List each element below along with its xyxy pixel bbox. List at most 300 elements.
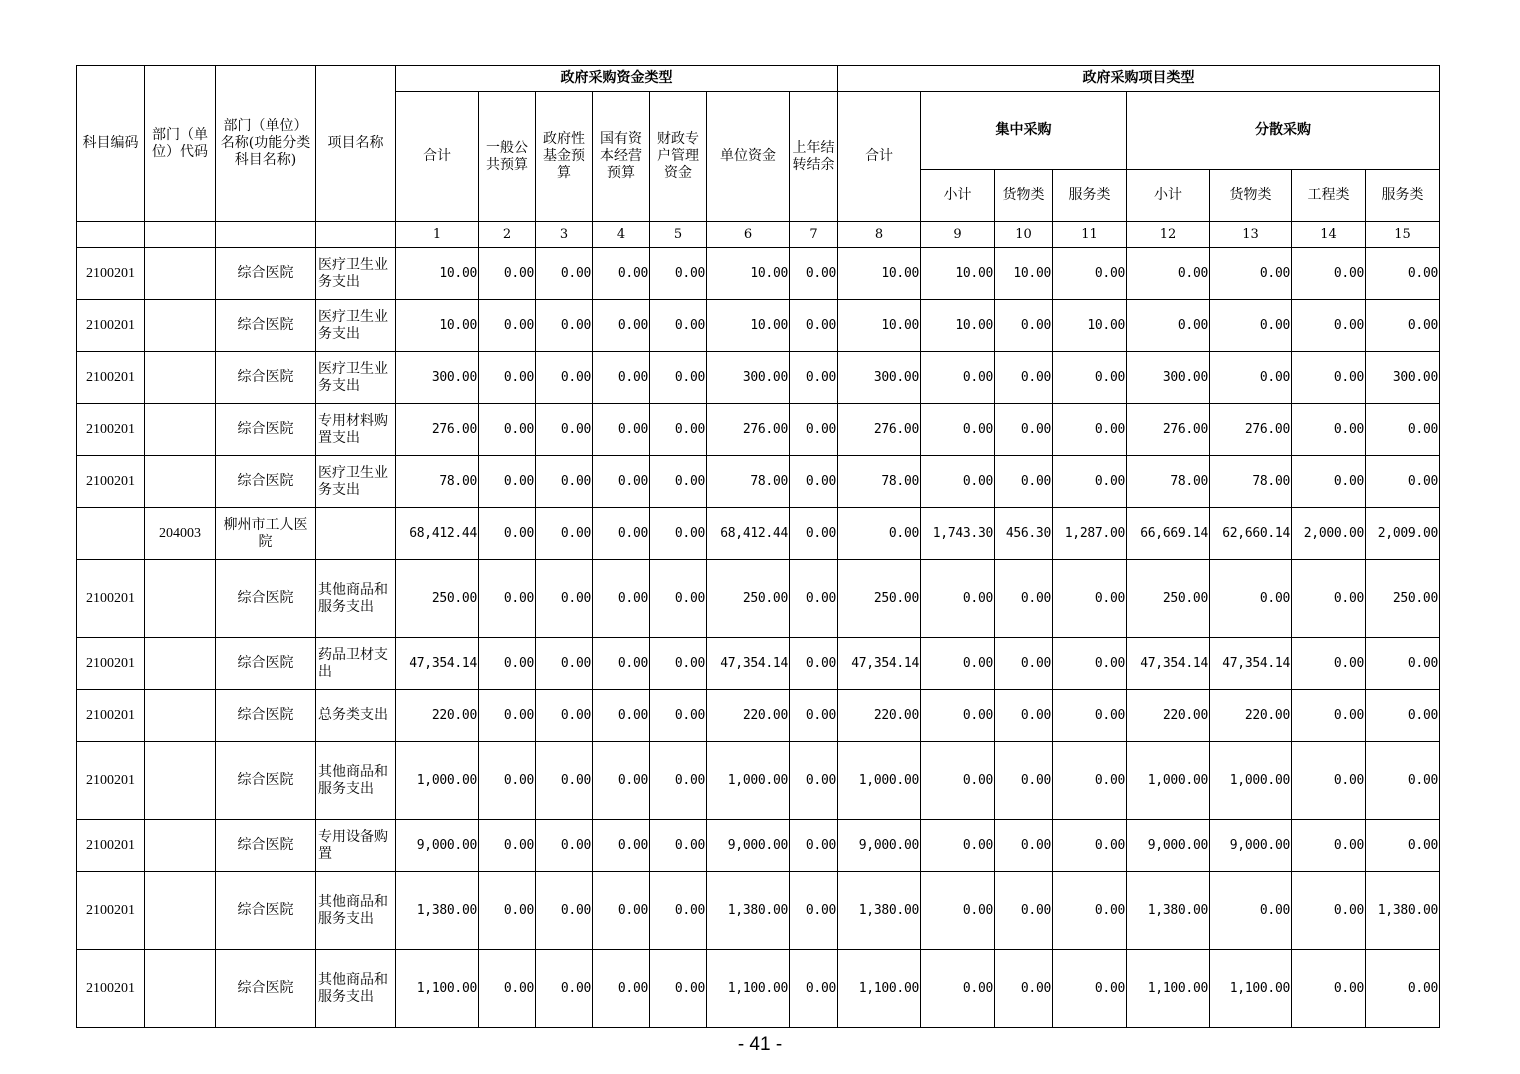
value-cell: 0.00 xyxy=(536,820,593,872)
value-cell: 0.00 xyxy=(790,404,838,456)
value-cell: 0.00 xyxy=(790,508,838,560)
value-cell: 276.00 xyxy=(1127,404,1210,456)
value-cell: 250.00 xyxy=(707,560,790,638)
value-cell: 78.00 xyxy=(1127,456,1210,508)
subject-code-cell: 2100201 xyxy=(77,742,145,820)
value-cell: 0.00 xyxy=(650,872,707,950)
value-cell: 0.00 xyxy=(593,638,650,690)
value-cell: 0.00 xyxy=(1053,560,1127,638)
value-cell: 456.30 xyxy=(995,508,1053,560)
subject-code-cell: 2100201 xyxy=(77,300,145,352)
value-cell: 1,743.30 xyxy=(921,508,995,560)
value-cell: 10.00 xyxy=(1053,300,1127,352)
table-row xyxy=(77,742,1440,820)
value-cell: 0.00 xyxy=(536,248,593,300)
value-cell: 0.00 xyxy=(921,950,995,1028)
value-cell: 47,354.14 xyxy=(1127,638,1210,690)
value-cell: 0.00 xyxy=(1366,456,1440,508)
value-cell: 10.00 xyxy=(707,300,790,352)
col-dept-code: 部门（单位）代码 xyxy=(145,66,216,222)
value-cell: 0.00 xyxy=(790,820,838,872)
value-cell: 0.00 xyxy=(650,690,707,742)
col-gov-fund-budget: 政府性基金预算 xyxy=(536,92,593,222)
value-cell: 0.00 xyxy=(921,872,995,950)
value-cell: 0.00 xyxy=(790,300,838,352)
column-index: 4 xyxy=(593,222,650,248)
value-cell: 0.00 xyxy=(921,456,995,508)
value-cell: 0.00 xyxy=(650,456,707,508)
table-row xyxy=(77,352,1440,404)
col-state-capital-budget: 国有资本经营预算 xyxy=(593,92,650,222)
table-row xyxy=(77,950,1440,1028)
value-cell: 0.00 xyxy=(479,950,536,1028)
value-cell: 0.00 xyxy=(1053,690,1127,742)
value-cell: 0.00 xyxy=(1292,248,1366,300)
value-cell: 10.00 xyxy=(921,300,995,352)
value-cell: 47,354.14 xyxy=(396,638,479,690)
subject-code-cell: 2100201 xyxy=(77,248,145,300)
value-cell: 220.00 xyxy=(396,690,479,742)
value-cell: 1,380.00 xyxy=(838,872,921,950)
value-cell: 0.00 xyxy=(995,352,1053,404)
value-cell: 0.00 xyxy=(1127,248,1210,300)
project-name-cell: 医疗卫生业务支出 xyxy=(316,352,396,404)
value-cell: 0.00 xyxy=(1366,404,1440,456)
value-cell: 0.00 xyxy=(995,404,1053,456)
col-dispersed-subtotal: 小计 xyxy=(1127,170,1210,222)
column-index: 6 xyxy=(707,222,790,248)
value-cell: 0.00 xyxy=(479,508,536,560)
value-cell: 1,100.00 xyxy=(1210,950,1292,1028)
column-index: 14 xyxy=(1292,222,1366,248)
column-index: 8 xyxy=(838,222,921,248)
subject-code-cell: 2100201 xyxy=(77,872,145,950)
dept-code-cell xyxy=(145,560,216,638)
value-cell: 0.00 xyxy=(1053,872,1127,950)
value-cell: 0.00 xyxy=(593,560,650,638)
col-central-subtotal: 小计 xyxy=(921,170,995,222)
dept-code-cell xyxy=(145,638,216,690)
dept-name-cell: 综合医院 xyxy=(216,872,316,950)
value-cell: 0.00 xyxy=(479,872,536,950)
value-cell: 300.00 xyxy=(1127,352,1210,404)
col-unit-fund: 单位资金 xyxy=(707,92,790,222)
table-row xyxy=(77,690,1440,742)
value-cell: 300.00 xyxy=(707,352,790,404)
subject-code-cell: 2100201 xyxy=(77,638,145,690)
value-cell: 1,380.00 xyxy=(707,872,790,950)
value-cell: 220.00 xyxy=(1127,690,1210,742)
value-cell: 9,000.00 xyxy=(396,820,479,872)
value-cell: 0.00 xyxy=(790,950,838,1028)
value-cell: 0.00 xyxy=(790,352,838,404)
column-index: 15 xyxy=(1366,222,1440,248)
value-cell: 0.00 xyxy=(536,508,593,560)
column-index: 11 xyxy=(1053,222,1127,248)
dept-name-cell: 综合医院 xyxy=(216,950,316,1028)
value-cell: 9,000.00 xyxy=(838,820,921,872)
value-cell: 0.00 xyxy=(995,742,1053,820)
value-cell: 0.00 xyxy=(1210,872,1292,950)
project-name-cell: 其他商品和服务支出 xyxy=(316,950,396,1028)
dept-code-cell xyxy=(145,456,216,508)
table-body xyxy=(77,248,1440,1028)
project-name-cell: 其他商品和服务支出 xyxy=(316,742,396,820)
value-cell: 0.00 xyxy=(790,560,838,638)
value-cell: 0.00 xyxy=(1053,248,1127,300)
value-cell: 0.00 xyxy=(650,742,707,820)
value-cell: 1,100.00 xyxy=(707,950,790,1028)
value-cell: 1,000.00 xyxy=(707,742,790,820)
value-cell: 0.00 xyxy=(650,404,707,456)
col-subject-code: 科目编码 xyxy=(77,66,145,222)
value-cell: 300.00 xyxy=(1366,352,1440,404)
value-cell: 78.00 xyxy=(838,456,921,508)
column-index: 2 xyxy=(479,222,536,248)
project-name-cell: 医疗卫生业务支出 xyxy=(316,300,396,352)
col-dept-name: 部门（单位）名称(功能分类科目名称) xyxy=(216,66,316,222)
value-cell: 0.00 xyxy=(536,872,593,950)
value-cell: 10.00 xyxy=(396,300,479,352)
dept-code-cell xyxy=(145,690,216,742)
value-cell: 10.00 xyxy=(396,248,479,300)
value-cell: 9,000.00 xyxy=(1210,820,1292,872)
dept-code-cell xyxy=(145,404,216,456)
value-cell: 0.00 xyxy=(536,300,593,352)
value-cell: 276.00 xyxy=(707,404,790,456)
value-cell: 0.00 xyxy=(1366,300,1440,352)
value-cell: 0.00 xyxy=(1366,820,1440,872)
dept-code-cell xyxy=(145,352,216,404)
subject-code-cell: 2100201 xyxy=(77,820,145,872)
project-name-cell xyxy=(316,508,396,560)
value-cell: 0.00 xyxy=(536,456,593,508)
value-cell: 0.00 xyxy=(1366,690,1440,742)
project-name-cell: 医疗卫生业务支出 xyxy=(316,248,396,300)
value-cell: 10.00 xyxy=(921,248,995,300)
table-row xyxy=(77,872,1440,950)
value-cell: 0.00 xyxy=(921,820,995,872)
value-cell: 0.00 xyxy=(1210,352,1292,404)
value-cell: 1,380.00 xyxy=(1127,872,1210,950)
value-cell: 220.00 xyxy=(707,690,790,742)
value-cell: 0.00 xyxy=(536,638,593,690)
value-cell: 276.00 xyxy=(396,404,479,456)
value-cell: 0.00 xyxy=(1292,820,1366,872)
value-cell: 0.00 xyxy=(536,742,593,820)
project-name-cell: 医疗卫生业务支出 xyxy=(316,456,396,508)
col-central-goods: 货物类 xyxy=(995,170,1053,222)
value-cell: 0.00 xyxy=(790,638,838,690)
value-cell: 0.00 xyxy=(536,690,593,742)
subject-code-cell xyxy=(77,508,145,560)
value-cell: 0.00 xyxy=(921,742,995,820)
col-prior-year-balance: 上年结转结余 xyxy=(790,92,838,222)
dept-code-cell: 204003 xyxy=(145,508,216,560)
value-cell: 10.00 xyxy=(995,248,1053,300)
dept-name-cell: 综合医院 xyxy=(216,248,316,300)
value-cell: 0.00 xyxy=(479,404,536,456)
value-cell: 0.00 xyxy=(1053,950,1127,1028)
value-cell: 0.00 xyxy=(479,352,536,404)
col-fund-total: 合计 xyxy=(396,92,479,222)
value-cell: 0.00 xyxy=(790,456,838,508)
value-cell: 0.00 xyxy=(593,690,650,742)
dept-name-cell: 综合医院 xyxy=(216,742,316,820)
value-cell: 0.00 xyxy=(995,456,1053,508)
value-cell: 0.00 xyxy=(593,352,650,404)
table-row xyxy=(77,638,1440,690)
value-cell: 0.00 xyxy=(790,690,838,742)
value-cell: 220.00 xyxy=(838,690,921,742)
table-row xyxy=(77,820,1440,872)
group-project-type: 政府采购项目类型 xyxy=(838,66,1440,92)
value-cell: 0.00 xyxy=(593,300,650,352)
project-name-cell: 其他商品和服务支出 xyxy=(316,560,396,638)
value-cell: 0.00 xyxy=(593,820,650,872)
value-cell: 1,380.00 xyxy=(396,872,479,950)
value-cell: 0.00 xyxy=(1292,690,1366,742)
value-cell: 300.00 xyxy=(396,352,479,404)
value-cell: 0.00 xyxy=(838,508,921,560)
dept-name-cell: 综合医院 xyxy=(216,456,316,508)
value-cell: 0.00 xyxy=(593,950,650,1028)
value-cell: 0.00 xyxy=(790,742,838,820)
col-dispersed-goods: 货物类 xyxy=(1210,170,1292,222)
value-cell: 0.00 xyxy=(921,638,995,690)
value-cell: 0.00 xyxy=(995,820,1053,872)
value-cell: 250.00 xyxy=(396,560,479,638)
value-cell: 78.00 xyxy=(1210,456,1292,508)
value-cell: 47,354.14 xyxy=(707,638,790,690)
dept-code-cell xyxy=(145,950,216,1028)
project-name-cell: 专用设备购置 xyxy=(316,820,396,872)
value-cell: 0.00 xyxy=(1292,456,1366,508)
value-cell: 0.00 xyxy=(650,352,707,404)
value-cell: 0.00 xyxy=(650,950,707,1028)
value-cell: 0.00 xyxy=(479,638,536,690)
value-cell: 0.00 xyxy=(650,508,707,560)
value-cell: 0.00 xyxy=(479,742,536,820)
subject-code-cell: 2100201 xyxy=(77,404,145,456)
value-cell: 2,000.00 xyxy=(1292,508,1366,560)
project-name-cell: 其他商品和服务支出 xyxy=(316,872,396,950)
value-cell: 0.00 xyxy=(1053,456,1127,508)
value-cell: 0.00 xyxy=(1292,742,1366,820)
table-row xyxy=(77,248,1440,300)
column-index: 1 xyxy=(396,222,479,248)
subject-code-cell: 2100201 xyxy=(77,352,145,404)
value-cell: 1,100.00 xyxy=(1127,950,1210,1028)
value-cell: 0.00 xyxy=(1053,352,1127,404)
value-cell: 250.00 xyxy=(1366,560,1440,638)
column-index: 3 xyxy=(536,222,593,248)
value-cell: 250.00 xyxy=(838,560,921,638)
dept-code-cell xyxy=(145,872,216,950)
col-general-budget: 一般公共预算 xyxy=(479,92,536,222)
value-cell: 10.00 xyxy=(707,248,790,300)
value-cell: 250.00 xyxy=(1127,560,1210,638)
value-cell: 0.00 xyxy=(479,248,536,300)
index-row xyxy=(77,222,1440,248)
value-cell: 0.00 xyxy=(479,690,536,742)
value-cell: 0.00 xyxy=(479,300,536,352)
value-cell: 0.00 xyxy=(790,248,838,300)
dept-code-cell xyxy=(145,820,216,872)
value-cell: 0.00 xyxy=(650,820,707,872)
value-cell: 0.00 xyxy=(593,742,650,820)
value-cell: 0.00 xyxy=(536,404,593,456)
subject-code-cell: 2100201 xyxy=(77,950,145,1028)
col-project-name: 项目名称 xyxy=(316,66,396,222)
value-cell: 68,412.44 xyxy=(396,508,479,560)
project-name-cell: 专用材料购置支出 xyxy=(316,404,396,456)
column-index: 5 xyxy=(650,222,707,248)
value-cell: 0.00 xyxy=(921,404,995,456)
subject-code-cell: 2100201 xyxy=(77,560,145,638)
value-cell: 0.00 xyxy=(921,690,995,742)
value-cell: 0.00 xyxy=(1210,248,1292,300)
value-cell: 10.00 xyxy=(838,300,921,352)
value-cell: 0.00 xyxy=(1292,300,1366,352)
value-cell: 10.00 xyxy=(838,248,921,300)
value-cell: 0.00 xyxy=(1292,560,1366,638)
value-cell: 0.00 xyxy=(790,872,838,950)
value-cell: 0.00 xyxy=(995,872,1053,950)
value-cell: 66,669.14 xyxy=(1127,508,1210,560)
value-cell: 1,000.00 xyxy=(1210,742,1292,820)
value-cell: 0.00 xyxy=(1366,638,1440,690)
value-cell: 0.00 xyxy=(1292,950,1366,1028)
col-dispersed-services: 服务类 xyxy=(1366,170,1440,222)
value-cell: 0.00 xyxy=(995,300,1053,352)
dept-name-cell: 综合医院 xyxy=(216,300,316,352)
value-cell: 0.00 xyxy=(1210,560,1292,638)
value-cell: 0.00 xyxy=(1292,352,1366,404)
col-central-services: 服务类 xyxy=(1053,170,1127,222)
value-cell: 0.00 xyxy=(1292,638,1366,690)
project-name-cell: 药品卫材支出 xyxy=(316,638,396,690)
value-cell: 0.00 xyxy=(1292,404,1366,456)
value-cell: 0.00 xyxy=(921,352,995,404)
table-row xyxy=(77,508,1440,560)
group-dispersed: 分散采购 xyxy=(1127,92,1440,170)
value-cell: 300.00 xyxy=(838,352,921,404)
dept-name-cell: 综合医院 xyxy=(216,404,316,456)
value-cell: 62,660.14 xyxy=(1210,508,1292,560)
value-cell: 0.00 xyxy=(1366,248,1440,300)
dept-code-cell xyxy=(145,300,216,352)
table-header xyxy=(77,66,1440,248)
value-cell: 0.00 xyxy=(1366,950,1440,1028)
value-cell: 0.00 xyxy=(650,638,707,690)
column-index: 10 xyxy=(995,222,1053,248)
value-cell: 220.00 xyxy=(1210,690,1292,742)
column-index: 12 xyxy=(1127,222,1210,248)
value-cell: 0.00 xyxy=(593,404,650,456)
col-special-account-fund: 财政专户管理资金 xyxy=(650,92,707,222)
value-cell: 1,100.00 xyxy=(396,950,479,1028)
value-cell: 0.00 xyxy=(921,560,995,638)
value-cell: 0.00 xyxy=(479,820,536,872)
dept-name-cell: 综合医院 xyxy=(216,352,316,404)
value-cell: 0.00 xyxy=(593,872,650,950)
table-row xyxy=(77,404,1440,456)
value-cell: 0.00 xyxy=(536,352,593,404)
table-row xyxy=(77,456,1440,508)
value-cell: 9,000.00 xyxy=(1127,820,1210,872)
value-cell: 0.00 xyxy=(995,690,1053,742)
value-cell: 47,354.14 xyxy=(1210,638,1292,690)
value-cell: 0.00 xyxy=(593,508,650,560)
value-cell: 0.00 xyxy=(995,950,1053,1028)
dept-name-cell: 柳州市工人医院 xyxy=(216,508,316,560)
value-cell: 0.00 xyxy=(650,300,707,352)
dept-name-cell: 综合医院 xyxy=(216,690,316,742)
value-cell: 0.00 xyxy=(593,248,650,300)
value-cell: 78.00 xyxy=(396,456,479,508)
value-cell: 276.00 xyxy=(838,404,921,456)
page-number: - 41 - xyxy=(737,1034,783,1055)
value-cell: 0.00 xyxy=(1053,404,1127,456)
dept-code-cell xyxy=(145,248,216,300)
value-cell: 1,000.00 xyxy=(396,742,479,820)
table-row xyxy=(77,560,1440,638)
col-project-total: 合计 xyxy=(838,92,921,222)
value-cell: 1,100.00 xyxy=(838,950,921,1028)
value-cell: 9,000.00 xyxy=(707,820,790,872)
value-cell: 2,009.00 xyxy=(1366,508,1440,560)
value-cell: 68,412.44 xyxy=(707,508,790,560)
value-cell: 0.00 xyxy=(479,456,536,508)
value-cell: 47,354.14 xyxy=(838,638,921,690)
value-cell: 0.00 xyxy=(1366,742,1440,820)
value-cell: 1,000.00 xyxy=(1127,742,1210,820)
value-cell: 0.00 xyxy=(1053,742,1127,820)
value-cell: 0.00 xyxy=(1053,638,1127,690)
column-index: 7 xyxy=(790,222,838,248)
column-index: 9 xyxy=(921,222,995,248)
value-cell: 0.00 xyxy=(1053,820,1127,872)
value-cell: 0.00 xyxy=(995,560,1053,638)
value-cell: 0.00 xyxy=(995,638,1053,690)
subject-code-cell: 2100201 xyxy=(77,456,145,508)
value-cell: 0.00 xyxy=(536,950,593,1028)
value-cell: 0.00 xyxy=(1210,300,1292,352)
dept-name-cell: 综合医院 xyxy=(216,560,316,638)
value-cell: 0.00 xyxy=(479,560,536,638)
dept-code-cell xyxy=(145,742,216,820)
value-cell: 0.00 xyxy=(1292,872,1366,950)
value-cell: 276.00 xyxy=(1210,404,1292,456)
project-name-cell: 总务类支出 xyxy=(316,690,396,742)
value-cell: 0.00 xyxy=(536,560,593,638)
value-cell: 0.00 xyxy=(1127,300,1210,352)
value-cell: 78.00 xyxy=(707,456,790,508)
col-dispersed-works: 工程类 xyxy=(1292,170,1366,222)
value-cell: 1,287.00 xyxy=(1053,508,1127,560)
value-cell: 0.00 xyxy=(650,560,707,638)
table-row xyxy=(77,300,1440,352)
column-index: 13 xyxy=(1210,222,1292,248)
dept-name-cell: 综合医院 xyxy=(216,638,316,690)
dept-name-cell: 综合医院 xyxy=(216,820,316,872)
value-cell: 1,380.00 xyxy=(1366,872,1440,950)
group-central: 集中采购 xyxy=(921,92,1127,170)
value-cell: 0.00 xyxy=(650,248,707,300)
value-cell: 1,000.00 xyxy=(838,742,921,820)
procurement-table xyxy=(76,65,1440,1028)
